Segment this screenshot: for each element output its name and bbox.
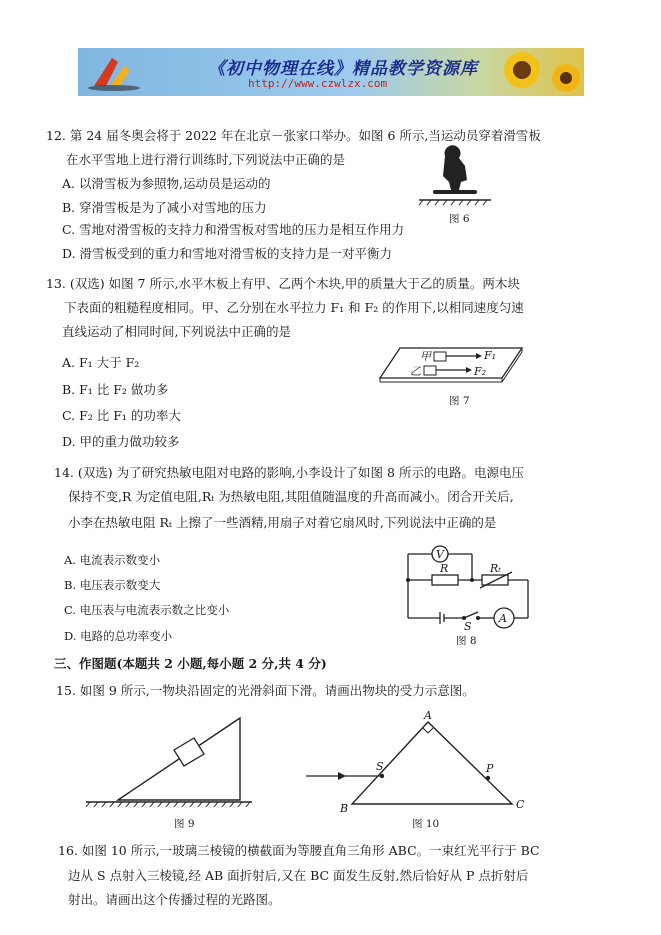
figure-7-caption: 图 7 (449, 395, 470, 407)
fig7-label-jia: 甲 (420, 350, 431, 363)
fig7-label-f1: F₁ (484, 349, 497, 362)
q12-stem-line2: 在水平雪地上进行滑行训练时,下列说法中正确的是 (66, 152, 345, 167)
q14-stem-line3: 小李在热敏电阻 Rₜ 上擦了一些酒精,用扇子对着它扇风时,下列说法中正确的是 (68, 515, 497, 530)
figure-9-incline (84, 714, 254, 808)
fig10-label-p: P (486, 762, 494, 775)
q13-option-c: C. F₂ 比 F₁ 的功率大 (62, 408, 181, 423)
q13-option-b: B. F₁ 比 F₂ 做功多 (62, 382, 169, 397)
q12-stem-line1: 12. 第 24 届冬奥会将于 2022 年在北京－张家口举办。如图 6 所示,当运动员穿着滑雪板 (46, 128, 541, 143)
fig8-label-s: S (464, 620, 472, 633)
sunflower-icon (482, 48, 582, 96)
q12-option-b: B. 穿滑雪板是为了减小对雪地的压力 (62, 200, 267, 215)
fig10-label-a: A (424, 709, 432, 722)
q14-stem-line1: 14. (双选) 为了研究热敏电阻对电路的影响,小李设计了如图 8 所示的电路。电源电压 (54, 465, 524, 480)
figure-7-board (380, 342, 525, 390)
fig7-label-yi: 乙 (410, 365, 421, 378)
figure-6-caption: 图 6 (449, 213, 470, 225)
fig7-label-f2: F₂ (474, 365, 487, 378)
q13-option-d: D. 甲的重力做功较多 (62, 434, 180, 449)
figure-8-caption: 图 8 (456, 635, 477, 647)
q16-stem-line3: 射出。请画出这个传播过程的光路图。 (68, 892, 281, 907)
q14-option-a: A. 电流表示数变小 (64, 553, 161, 567)
fig8-label-rt: Rₜ (490, 562, 501, 575)
q12-option-d: D. 滑雪板受到的重力和雪地对滑雪板的支持力是一对平衡力 (62, 246, 393, 261)
site-logo-icon (84, 52, 144, 92)
fig8-label-v: V (436, 548, 444, 561)
q15-stem: 15. 如图 9 所示,一物块沿固定的光滑斜面下滑。请画出物块的受力示意图。 (56, 683, 475, 698)
q12-option-c: C. 雪地对滑雪板的支持力和滑雪板对雪地的压力是相互作用力 (62, 222, 405, 237)
q13-stem-line3: 直线运动了相同时间,下列说法中正确的是 (62, 324, 291, 339)
q14-option-d: D. 电路的总功率变小 (64, 629, 173, 643)
figure-10-caption: 图 10 (412, 818, 440, 830)
fig10-label-b: B (340, 802, 349, 815)
q13-option-a: A. F₁ 大于 F₂ (62, 355, 140, 370)
q12-option-a: A. 以滑雪板为参照物,运动员是运动的 (62, 176, 271, 191)
figure-9-caption: 图 9 (174, 818, 195, 830)
q13-stem-line1: 13. (双选) 如图 7 所示,水平木板上有甲、乙两个木块,甲的质量大于乙的质量。两木块 (46, 276, 520, 291)
q16-stem-line1: 16. 如图 10 所示,一玻璃三棱镜的横截面为等腰直角三角形 ABC。一束红光平行于 BC (58, 843, 540, 858)
fig8-label-r: R (440, 562, 449, 575)
q13-stem-line2: 下表面的粗糙程度相同。甲、乙分别在水平拉力 F₁ 和 F₂ 的作用下,以相同速度匀速 (64, 300, 524, 315)
figure-8-circuit (402, 542, 534, 634)
figure-10-prism (300, 708, 540, 814)
fig10-label-s: S (376, 760, 384, 773)
header-banner (78, 48, 584, 96)
banner-url[interactable]: http://www.czwlzx.com (248, 77, 388, 90)
fig8-label-a: A (499, 612, 507, 625)
section-3-heading: 三、作图题(本题共 2 小题,每小题 2 分,共 4 分) (54, 656, 327, 671)
q14-stem-line2: 保持不变,R 为定值电阻,Rₜ 为热敏电阻,其阻值随温度的升高而减小。闭合开关后, (68, 489, 514, 504)
figure-6-skier (415, 146, 495, 206)
fig10-label-c: C (516, 798, 525, 811)
q14-option-b: B. 电压表示数变大 (64, 578, 161, 592)
q14-option-c: C. 电压表与电流表示数之比变小 (64, 603, 230, 617)
banner-title: 《初中物理在线》精品教学资源库 (208, 59, 478, 79)
q16-stem-line2: 边从 S 点射入三棱镜,经 AB 面折射后,又在 BC 面发生反射,然后恰好从 P 点折射后 (68, 868, 529, 883)
